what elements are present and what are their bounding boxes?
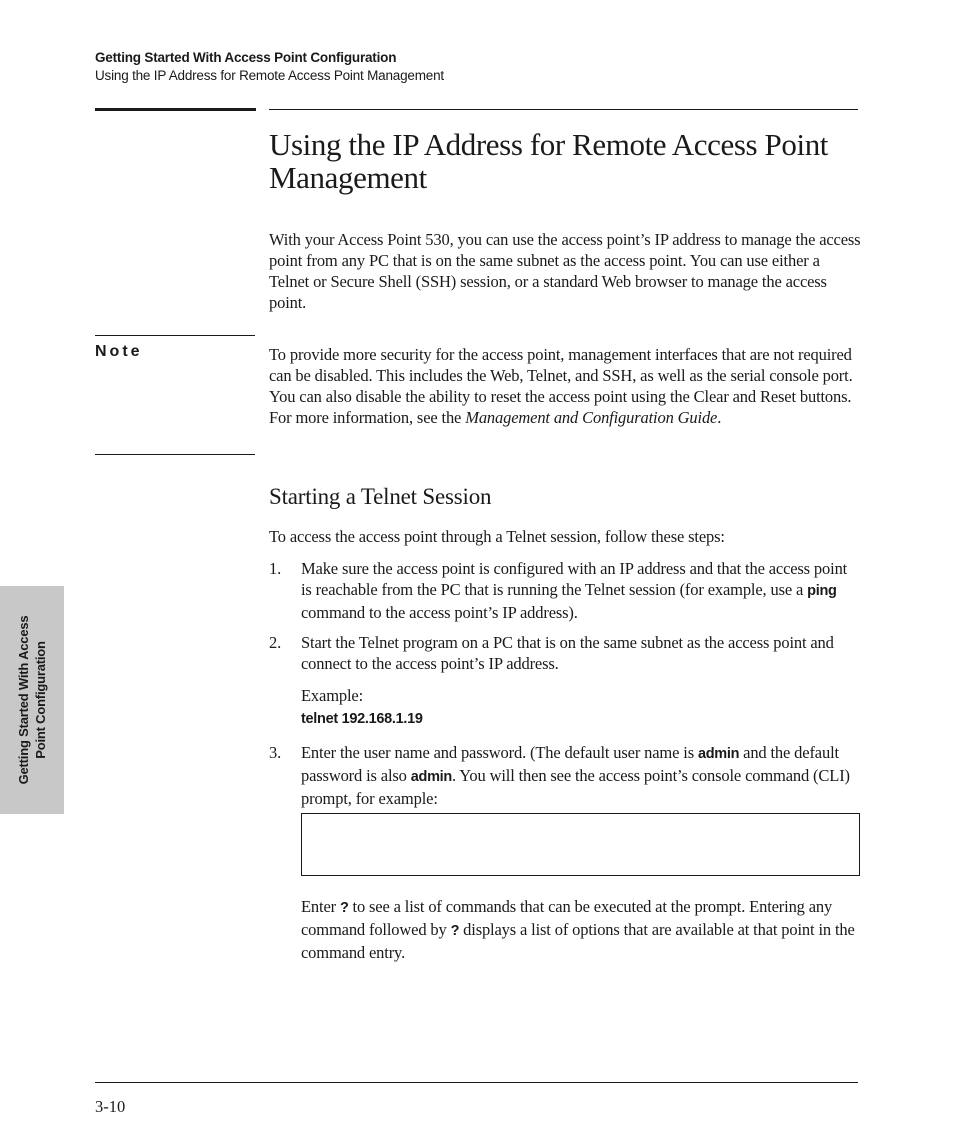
step-3-number: 3. (269, 743, 282, 762)
side-tab-label (15, 616, 49, 785)
note-bottom-rule (95, 454, 255, 455)
section-lead: To access the access point through a Telnet session, follow these steps: (269, 527, 725, 546)
step-3-followup (301, 896, 861, 963)
step-1-number: 1. (269, 559, 282, 578)
ping-command: ping (807, 583, 837, 599)
side-tab-line-2: Point Configuration (33, 641, 48, 759)
telnet-command: telnet 192.168.1.19 (301, 711, 423, 727)
note-reference: Management and Configuration Guide (465, 408, 718, 427)
step-3-after: . You will then see the access point’s console command (CLI) prompt, for example: (301, 766, 850, 808)
step-1-before: Make sure the access point is configured with an IP address and that the access point is reachable from the PC that is running the Telnet session (for example, use a (301, 559, 848, 599)
step-1-after: command to the access point’s IP address). (301, 603, 578, 622)
example-label: Example: (301, 686, 364, 705)
step-1-text (301, 558, 861, 623)
followup-c: displays a list of options that are available at that point in the command entry. (301, 920, 855, 962)
followup-b: to see a list of commands that can be executed at the prompt. Entering any command followed by (301, 897, 833, 939)
section-title: Starting a Telnet Session (269, 484, 492, 509)
intro-paragraph: With your Access Point 530, you can use the access point’s IP address to manage the access point from any PC that is on the same subnet as the access point. You can use either a Telnet or Secure Shell (SSH) session, or a standard Web browser to manage the access point. (269, 230, 861, 312)
page-title: Using the IP Address for Remote Access Point Management (269, 127, 829, 195)
cli-prompt-box (301, 813, 860, 876)
side-tab-line-1: Getting Started With Access (16, 615, 31, 785)
top-thin-rule (269, 109, 858, 110)
default-password: admin (410, 769, 452, 785)
left-heavy-rule (95, 108, 256, 111)
note-paragraph (269, 344, 861, 428)
chapter-side-tab (0, 586, 64, 814)
note-text: To provide more security for the access point, management interfaces that are not required can be disabled. This includes the Web, Telnet, and SSH, as well as the serial console port. You can also disable the ability to reset the access point using the Clear and Reset buttons. For more information, see the (269, 345, 853, 427)
running-header-section: Using the IP Address for Remote Access Point Management (95, 68, 444, 83)
note-end: . (717, 408, 722, 427)
note-label: Note (95, 343, 143, 360)
default-username: admin (697, 746, 740, 762)
footer-rule (95, 1082, 858, 1083)
step-2-number: 2. (269, 633, 282, 652)
question-mark-2: ? (450, 923, 460, 939)
question-mark-1: ? (339, 900, 349, 916)
step-2-text: Start the Telnet program on a PC that is on the same subnet as the access point and connect to the access point’s IP address. (301, 633, 834, 673)
step-3-text (301, 742, 861, 809)
step-3-middle: and the default password is also (301, 743, 839, 785)
step-3-before: Enter the user name and password. (The default user name is (301, 743, 694, 762)
followup-a: Enter (301, 897, 336, 916)
page-number: 3-10 (95, 1097, 126, 1116)
running-header-chapter: Getting Started With Access Point Configuration (95, 50, 397, 65)
note-top-rule (95, 335, 255, 336)
